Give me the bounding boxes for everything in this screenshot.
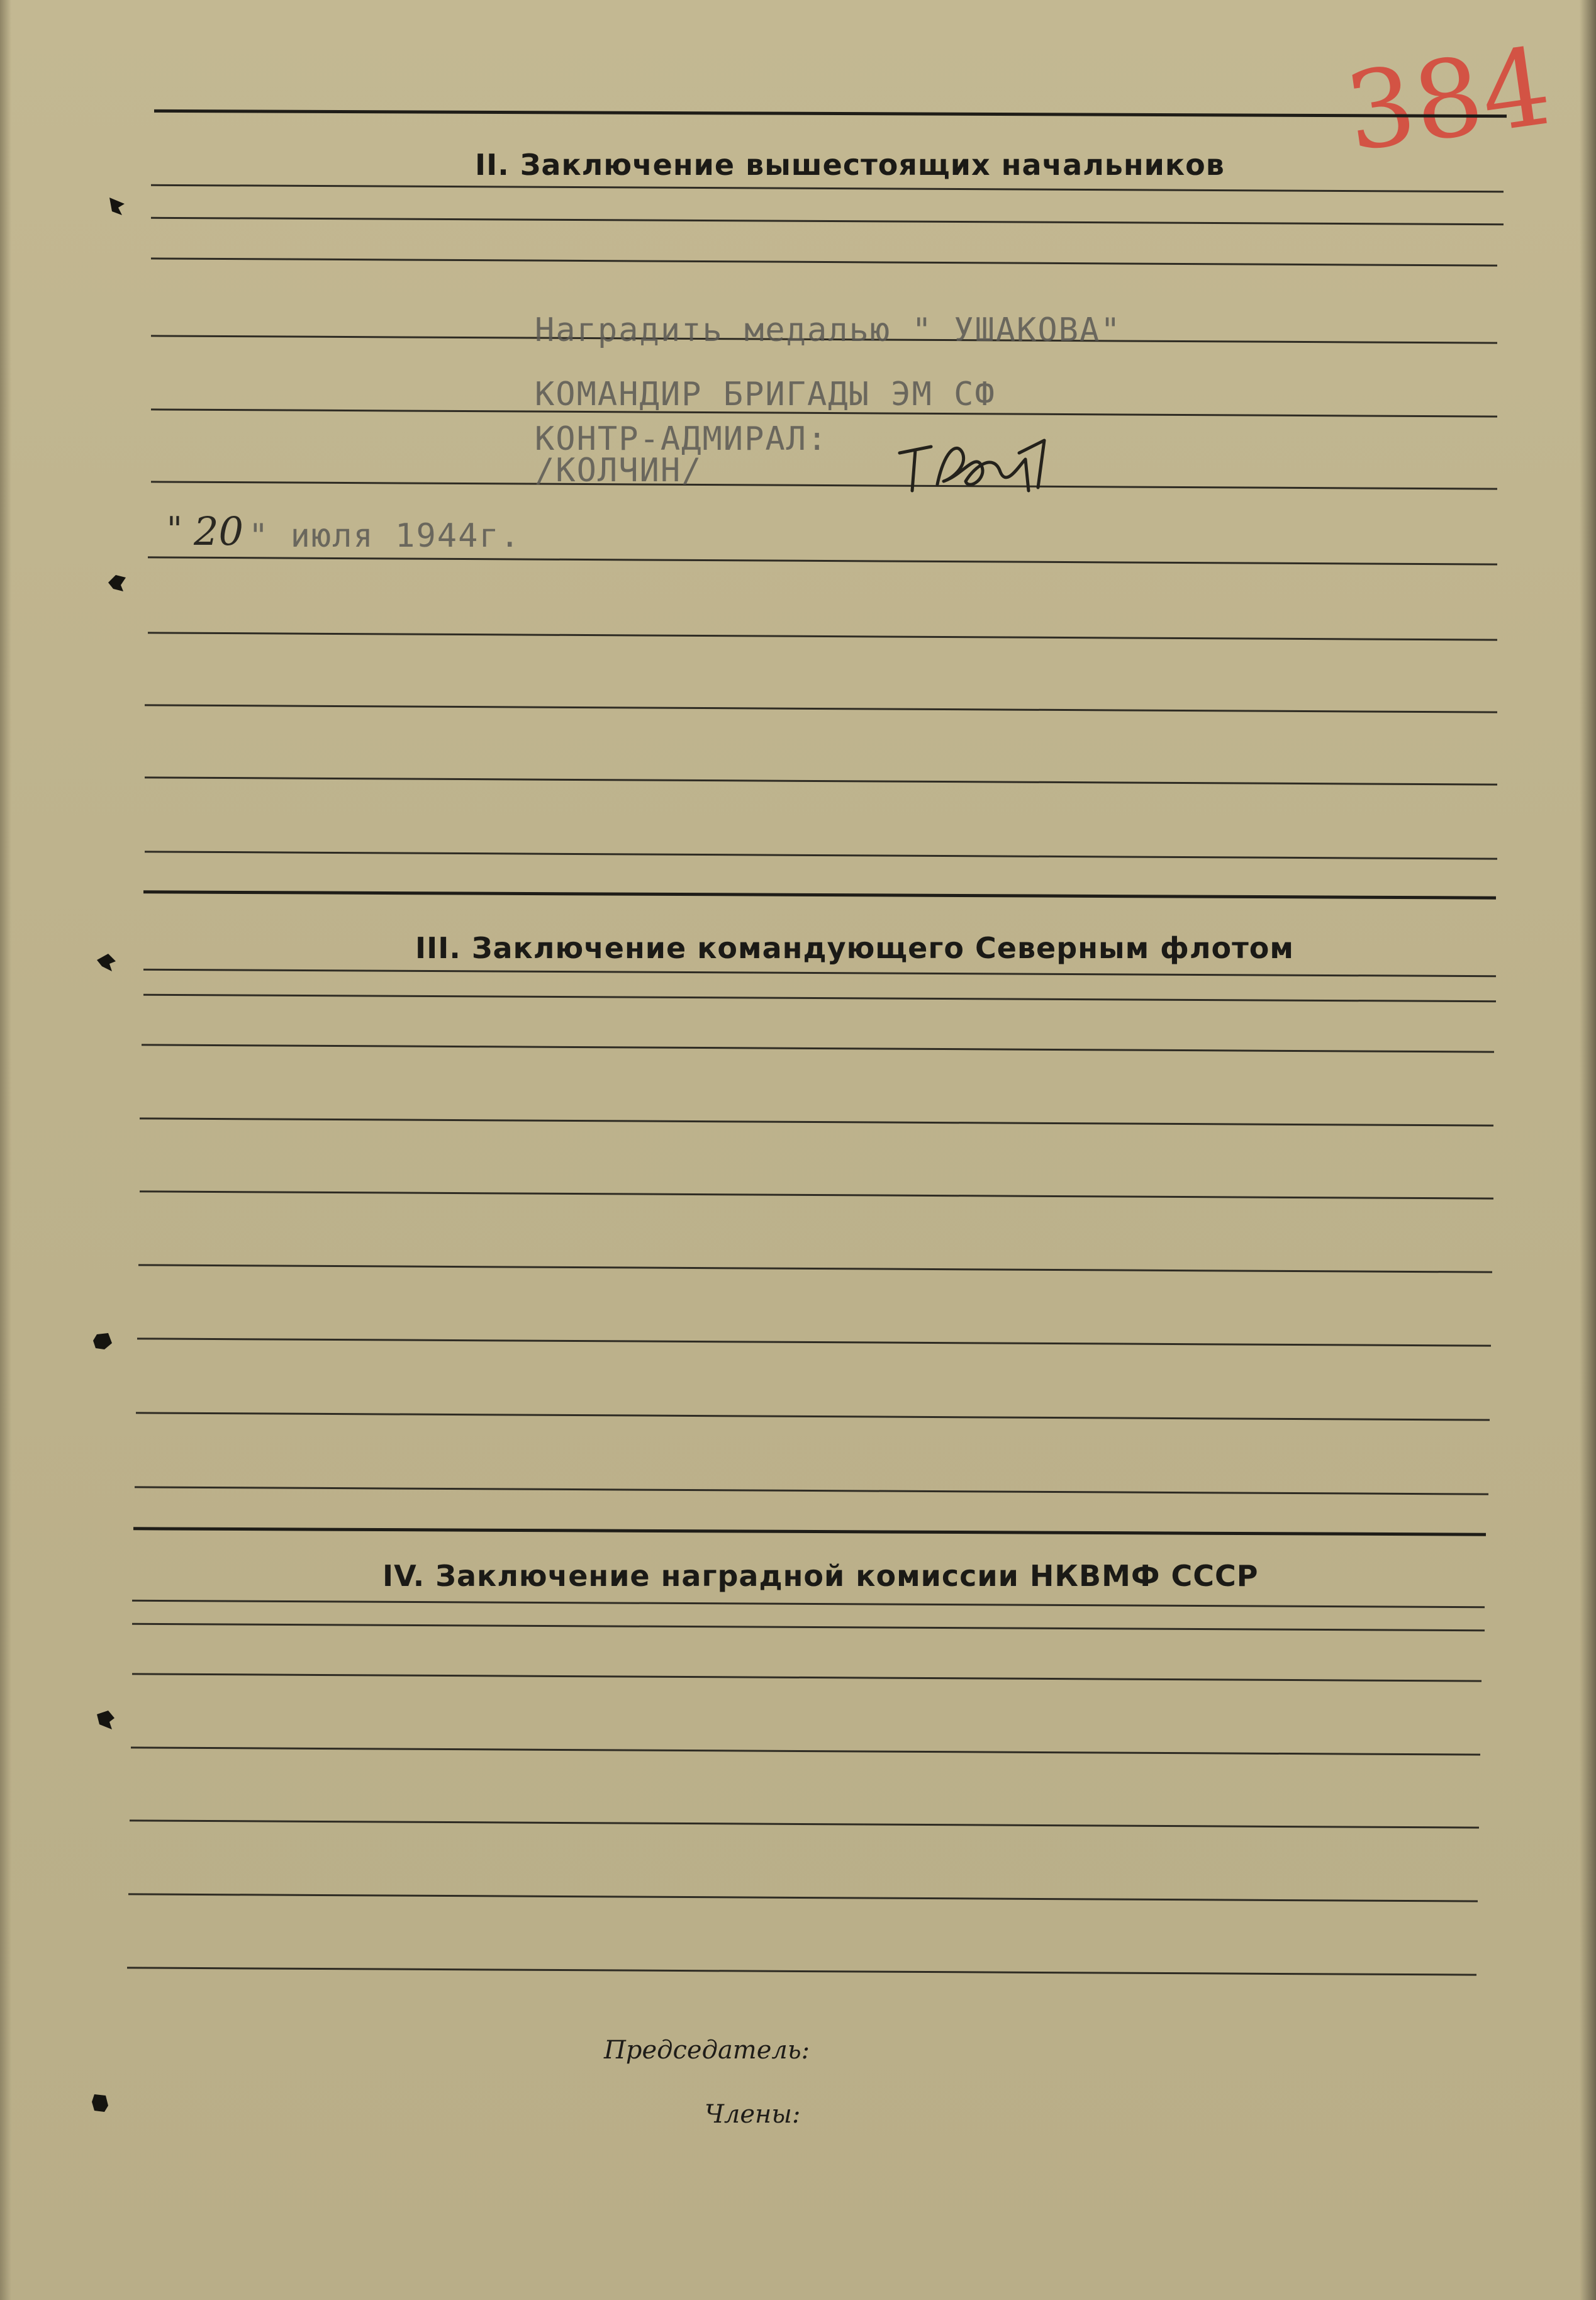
chairman-label: Председатель: bbox=[604, 2036, 810, 2065]
commander-signature bbox=[893, 415, 1057, 503]
binding-hole bbox=[92, 1331, 114, 1353]
date-month-year: " июля 1944г. bbox=[248, 517, 521, 555]
rank-text: КОНТР-АДМИРАЛ: bbox=[535, 420, 829, 458]
section-3-heading: III. Заключение командующего Северным флотом bbox=[415, 931, 1294, 965]
binding-hole bbox=[94, 1708, 117, 1731]
section-2-heading: II. Заключение вышестоящих начальников bbox=[475, 148, 1225, 182]
page-right-edge bbox=[1580, 0, 1596, 2300]
binding-hole bbox=[96, 950, 118, 973]
commander-title-text: КОМАНДИР БРИГАДЫ ЭМ СФ bbox=[535, 376, 996, 413]
page-number: 384 bbox=[1338, 24, 1558, 176]
members-label: Члены: bbox=[705, 2100, 801, 2129]
award-resolution-text: Наградить медалью " УШАКОВА" bbox=[535, 311, 1122, 349]
binding-hole bbox=[106, 195, 128, 218]
page-left-edge bbox=[0, 0, 11, 2300]
date-day-handwritten: 20 bbox=[194, 508, 243, 554]
section-4-heading: IV. Заключение наградной комиссии НКВМФ СССР bbox=[382, 1559, 1259, 1593]
commander-name-text: /КОЛЧИН/ bbox=[535, 452, 703, 489]
binding-hole bbox=[106, 571, 128, 594]
date-quote-open: " bbox=[167, 510, 182, 549]
binding-hole bbox=[89, 2092, 112, 2114]
